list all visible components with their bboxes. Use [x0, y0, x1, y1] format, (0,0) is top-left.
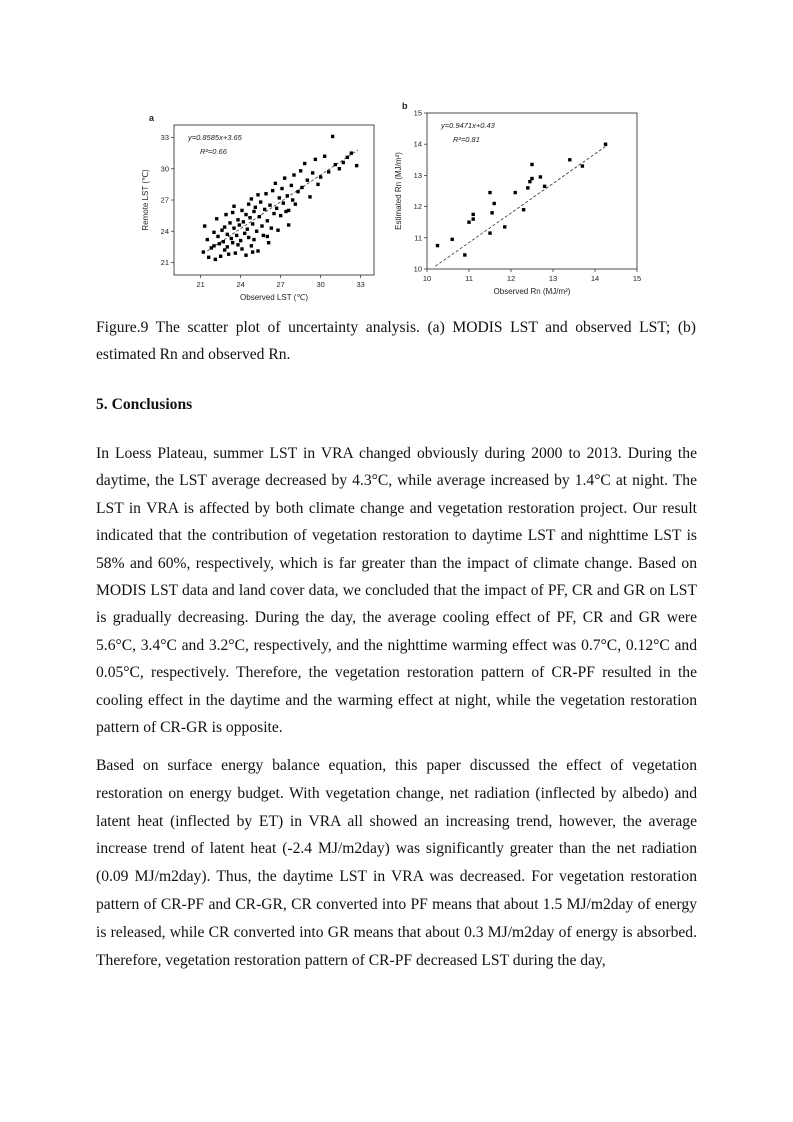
- data-point: [218, 242, 221, 245]
- section-heading: 5. Conclusions: [96, 396, 193, 413]
- data-point: [202, 250, 205, 253]
- data-point: [223, 225, 226, 228]
- x-tick-label: 27: [276, 280, 285, 289]
- data-point: [234, 251, 237, 254]
- data-point: [206, 238, 209, 241]
- data-point: [250, 197, 253, 200]
- data-point: [272, 212, 275, 215]
- data-point: [316, 183, 319, 186]
- data-point: [236, 243, 239, 246]
- x-tick-label: 13: [548, 274, 558, 283]
- data-point: [216, 235, 219, 238]
- x-tick-label: 24: [236, 280, 245, 289]
- x-tick-label: 11: [465, 274, 473, 283]
- data-point: [244, 213, 247, 216]
- data-point: [463, 253, 466, 256]
- data-point: [251, 222, 254, 225]
- y-tick-label: 12: [413, 202, 422, 212]
- y-tick-label: 13: [413, 170, 422, 180]
- data-point: [303, 162, 306, 165]
- data-point: [212, 231, 215, 234]
- data-point: [275, 207, 278, 210]
- x-axis-label: Observed LST (℃): [240, 293, 308, 302]
- data-point: [306, 179, 309, 182]
- data-point: [256, 193, 259, 196]
- data-point: [264, 192, 267, 195]
- data-point: [252, 238, 255, 241]
- y-tick-label: 10: [413, 264, 422, 274]
- data-point: [334, 163, 337, 166]
- figure-caption: Figure.9 The scatter plot of uncertainty analysis. (a) MODIS LST and observed LST; (b) estimated Rn and observed Rn.: [96, 319, 696, 363]
- scatter-panel-a: [140, 100, 380, 305]
- data-point: [207, 256, 210, 259]
- data-point: [287, 223, 290, 226]
- data-point: [543, 185, 546, 188]
- data-point: [276, 229, 279, 232]
- data-point: [530, 163, 533, 166]
- data-point: [488, 191, 491, 194]
- r-squared: R²=0.81: [453, 135, 480, 144]
- data-point: [292, 173, 295, 176]
- data-point: [246, 227, 249, 230]
- data-point: [311, 171, 314, 174]
- r-squared: R²=0.66: [200, 147, 227, 156]
- data-point: [319, 175, 322, 178]
- data-point: [232, 205, 235, 208]
- x-tick-label: 21: [196, 280, 205, 289]
- y-tick-label: 27: [160, 195, 169, 205]
- data-point: [604, 143, 607, 146]
- data-point: [472, 217, 475, 220]
- data-point: [243, 232, 246, 235]
- data-point: [294, 202, 297, 205]
- panel-label: a: [149, 113, 155, 123]
- data-point: [240, 209, 243, 212]
- data-point: [342, 161, 345, 164]
- x-tick-label: 12: [506, 274, 516, 283]
- data-point: [214, 258, 217, 261]
- data-point: [235, 234, 238, 237]
- data-point: [581, 164, 584, 167]
- data-point: [268, 204, 271, 207]
- data-point: [212, 244, 215, 247]
- data-point: [299, 169, 302, 172]
- y-tick-label: 30: [160, 164, 169, 174]
- regression-equation: y=0.9471x+0.43: [441, 121, 495, 130]
- data-point: [239, 239, 242, 242]
- data-point: [215, 217, 218, 220]
- data-point: [258, 215, 261, 218]
- data-point: [327, 170, 330, 173]
- data-point: [228, 221, 231, 224]
- y-tick-label: 11: [414, 233, 422, 243]
- data-point: [467, 221, 470, 224]
- data-point: [514, 191, 517, 194]
- y-tick-label: 14: [413, 139, 422, 149]
- data-point: [488, 231, 491, 234]
- data-point: [270, 226, 273, 229]
- y-axis-label: Remote LST (℃): [141, 169, 150, 231]
- data-point: [203, 224, 206, 227]
- data-point: [539, 175, 542, 178]
- data-point: [247, 236, 250, 239]
- data-point: [530, 177, 533, 180]
- data-point: [296, 190, 299, 193]
- paragraph-2: Based on surface energy balance equation, this paper discussed the effect of vegetation restoration on energy budget. With vegetation change, net radiation (inflected by albedo) and latent heat (inflected by ET) in VRA all showed an increasing trend, however, the average increase trend of latent heat (-2.4 MJ/m2day) was significantly greater than the net radiation (0.09 MJ/m2day). Thus, the daytime LST in VRA was decreased. For vegetation restoration pattern of CR-PF and CR-GR, CR converted into PF means that about 1.5 MJ/m2day of energy is released, while CR converted into GR means that about 0.3 MJ/m2day of energy is absorbed. Therefore, vegetation restoration pattern of CR-PF decreased LST during the day,: [96, 757, 697, 969]
- data-point: [250, 244, 253, 247]
- data-point: [230, 237, 233, 240]
- data-point: [280, 187, 283, 190]
- data-point: [242, 220, 245, 223]
- panel-label: b: [402, 101, 408, 111]
- data-point: [231, 211, 234, 214]
- data-point: [490, 211, 493, 214]
- x-axis-label: Observed Rn (MJ/m²): [493, 287, 571, 296]
- data-point: [493, 202, 496, 205]
- data-point: [226, 245, 229, 248]
- data-point: [220, 229, 223, 232]
- data-point: [267, 241, 270, 244]
- data-point: [323, 155, 326, 158]
- data-point: [528, 180, 531, 183]
- paragraph-1: In Loess Plateau, summer LST in VRA changed obviously during 2000 to 2013. During the daytime, the LST average decreased by 4.3°C, while average increased by 1.4°C at night. The LST in VRA is affected by both climate change and vegetation restoration project. Our result indicated that the contribution of vegetation restoration to daytime LST and nighttime LST is 58% and 60%, respectively, which is far greater than the impact of climate change. Based on MODIS LST data and land cover data, we concluded that the impact of PF, CR and GR on LST is gradually decreasing. During the day, the average cooling effect of PF, CR and GR were 5.6°C, 3.4°C and 3.2°C, respectively, and the nighttime warming effect was 0.7°C, 0.12°C and 0.05°C, respectively. Therefore, the vegetation restoration pattern of CR-PF resulted in the cooling effect in the daytime and the warming effect at night, while the vegetation restoration pattern of CR-GR is opposite.: [96, 445, 697, 737]
- data-point: [291, 198, 294, 201]
- y-axis-label: Estimated Rn (MJ/m²): [394, 152, 403, 230]
- data-point: [231, 241, 234, 244]
- data-point: [436, 244, 439, 247]
- data-point: [251, 250, 254, 253]
- x-tick-label: 10: [422, 274, 432, 283]
- data-point: [331, 135, 334, 138]
- data-point: [262, 234, 265, 237]
- data-point: [252, 210, 255, 213]
- data-point: [314, 158, 317, 161]
- y-tick-label: 33: [160, 133, 169, 142]
- data-point: [247, 202, 250, 205]
- data-point: [290, 184, 293, 187]
- data-point: [503, 225, 506, 228]
- data-point: [259, 200, 262, 203]
- data-point: [236, 218, 239, 221]
- data-point: [308, 195, 311, 198]
- regression-line: [435, 145, 607, 266]
- data-point: [226, 233, 229, 236]
- data-point: [219, 255, 222, 258]
- data-point: [355, 164, 358, 167]
- data-point: [224, 213, 227, 216]
- data-point: [244, 254, 247, 257]
- data-point: [238, 223, 241, 226]
- x-tick-label: 33: [356, 280, 365, 289]
- data-point: [255, 230, 258, 233]
- data-point: [451, 238, 454, 241]
- y-tick-label: 15: [413, 108, 422, 118]
- data-point: [274, 182, 277, 185]
- data-point: [346, 156, 349, 159]
- data-point: [222, 240, 225, 243]
- data-point: [526, 186, 529, 189]
- data-point: [300, 186, 303, 189]
- data-point: [254, 206, 257, 209]
- x-tick-label: 30: [316, 280, 325, 289]
- data-point: [223, 248, 226, 251]
- data-point: [271, 189, 274, 192]
- data-point: [263, 208, 266, 211]
- data-point: [278, 196, 281, 199]
- data-point: [232, 226, 235, 229]
- y-tick-label: 21: [160, 258, 169, 267]
- data-point: [568, 158, 571, 161]
- data-point: [522, 208, 525, 211]
- data-point: [338, 167, 341, 170]
- data-point: [227, 252, 230, 255]
- data-point: [256, 249, 259, 252]
- data-point: [279, 214, 282, 217]
- regression-equation: y=0.8585x+3.65: [188, 133, 242, 142]
- data-point: [286, 194, 289, 197]
- data-point: [350, 151, 353, 154]
- data-point: [287, 209, 290, 212]
- x-tick-label: 15: [632, 274, 642, 283]
- figure-9: [140, 100, 660, 305]
- data-point: [472, 213, 475, 216]
- data-point: [266, 219, 269, 222]
- scatter-panel-b: [394, 100, 662, 305]
- y-tick-label: 24: [160, 226, 169, 236]
- data-point: [283, 176, 286, 179]
- data-point: [248, 216, 251, 219]
- data-point: [266, 235, 269, 238]
- data-point: [282, 201, 285, 204]
- x-tick-label: 14: [590, 274, 600, 283]
- data-point: [260, 224, 263, 227]
- data-point: [240, 247, 243, 250]
